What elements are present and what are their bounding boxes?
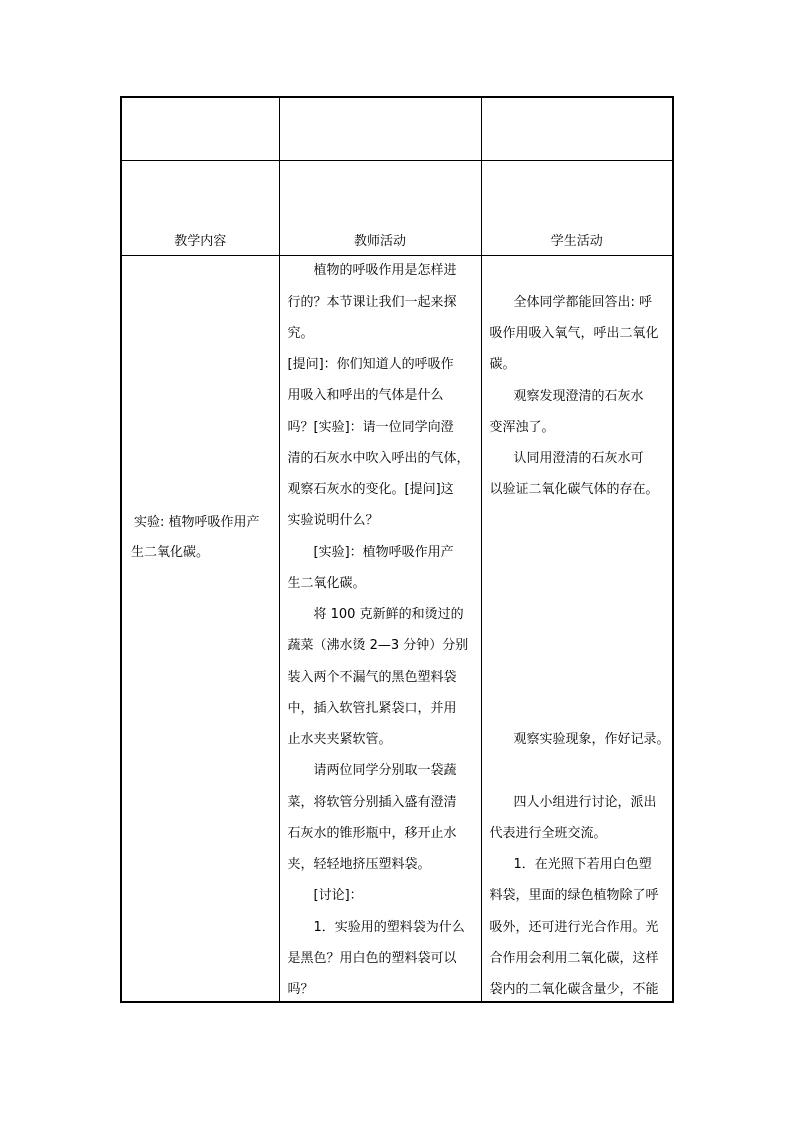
teacher-line: 装入两个不漏气的黑色塑料袋 bbox=[287, 670, 457, 685]
teacher-line: 止水夹夹紧软管。 bbox=[287, 732, 392, 747]
teacher-line: 观察石灰水的变化。[提问]这 bbox=[287, 482, 454, 497]
header-cell bbox=[279, 161, 481, 256]
teacher-line: 1．实验用的塑料袋为什么 bbox=[313, 920, 465, 935]
teacher-line: 是黑色？用白色的塑料袋可以 bbox=[287, 951, 457, 966]
lesson-table bbox=[120, 96, 674, 1003]
teacher-line: 清的石灰水中吹入呼出的气体， bbox=[287, 451, 470, 466]
student-line: 合作用会利用二氧化碳，这样 bbox=[489, 951, 659, 966]
content-line: 生二氧化碳。 bbox=[131, 545, 210, 560]
header-student: 学生活动 bbox=[550, 234, 603, 249]
teacher-line: 生二氧化碳。 bbox=[287, 576, 366, 591]
teacher-line: [提问]：你们知道人的呼吸作 bbox=[287, 357, 454, 372]
content-cell bbox=[121, 256, 279, 1003]
student-line: 全体同学都能回答出: 呼 bbox=[513, 295, 653, 310]
teacher-line: 夹，轻轻地挤压塑料袋。 bbox=[287, 857, 431, 872]
student-line: 料袋，里面的绿色植物除了呼 bbox=[489, 888, 659, 903]
student-line: 四人小组进行讨论，派出 bbox=[513, 795, 657, 810]
teacher-line: 用吸入和呼出的气体是什么 bbox=[287, 388, 444, 403]
student-line: 吸作用吸入氧气，呼出二氧化 bbox=[489, 326, 659, 341]
teacher-line: 菜，将软管分别插入盛有澄清 bbox=[287, 795, 457, 810]
body-row bbox=[121, 256, 673, 1003]
blank-cell bbox=[279, 97, 481, 161]
header-row bbox=[121, 161, 673, 256]
teacher-line: 究。 bbox=[287, 326, 314, 341]
teacher-line: 石灰水的锥形瓶中，移开止水 bbox=[287, 826, 457, 841]
header-cell bbox=[121, 161, 279, 256]
teacher-line: 请两位同学分别取一袋蔬 bbox=[313, 763, 457, 778]
student-line: 以验证二氧化碳气体的存在。 bbox=[489, 482, 659, 497]
teacher-line: 蔬菜（沸水烫 2—3 分钟）分别 bbox=[287, 638, 469, 653]
blank-row bbox=[121, 97, 673, 161]
blank-cell bbox=[481, 97, 673, 161]
student-line: 1．在光照下若用白色塑 bbox=[513, 857, 652, 872]
student-line: 认同用澄清的石灰水可 bbox=[513, 451, 644, 466]
teacher-line: 吗？[实验]：请一位同学向澄 bbox=[287, 420, 454, 435]
header-cell bbox=[481, 161, 673, 256]
student-line: 碳。 bbox=[489, 357, 516, 372]
content-line: 实验: 植物呼吸作用产 bbox=[134, 515, 260, 530]
teacher-line: 植物的呼吸作用是怎样进 bbox=[313, 263, 457, 278]
teacher-line: 中，插入软管扎紧袋口，并用 bbox=[287, 701, 457, 716]
student-cell bbox=[481, 256, 673, 1003]
header-content: 教学内容 bbox=[174, 234, 227, 249]
student-line: 代表进行全班交流。 bbox=[489, 826, 607, 841]
blank-cell bbox=[121, 97, 279, 161]
student-line: 变浑浊了。 bbox=[489, 420, 555, 435]
student-line: 观察实验现象，作好记录。 bbox=[513, 732, 670, 747]
student-line: 观察发现澄清的石灰水 bbox=[513, 389, 644, 404]
teacher-line: 行的？本节课让我们一起来探 bbox=[287, 295, 457, 310]
teacher-cell bbox=[279, 256, 481, 1003]
teacher-line: 将 100 克新鲜的和烫过的 bbox=[313, 607, 464, 622]
teacher-line: [讨论]： bbox=[313, 888, 363, 903]
teacher-line: [实验]：植物呼吸作用产 bbox=[313, 545, 454, 560]
student-line: 袋内的二氧化碳含量少，不能 bbox=[489, 982, 659, 997]
header-teacher: 教师活动 bbox=[353, 234, 406, 249]
student-line: 吸外，还可进行光合作用。光 bbox=[489, 920, 659, 935]
teacher-line: 实验说明什么？ bbox=[287, 513, 379, 528]
teacher-line: 吗？ bbox=[287, 982, 314, 997]
